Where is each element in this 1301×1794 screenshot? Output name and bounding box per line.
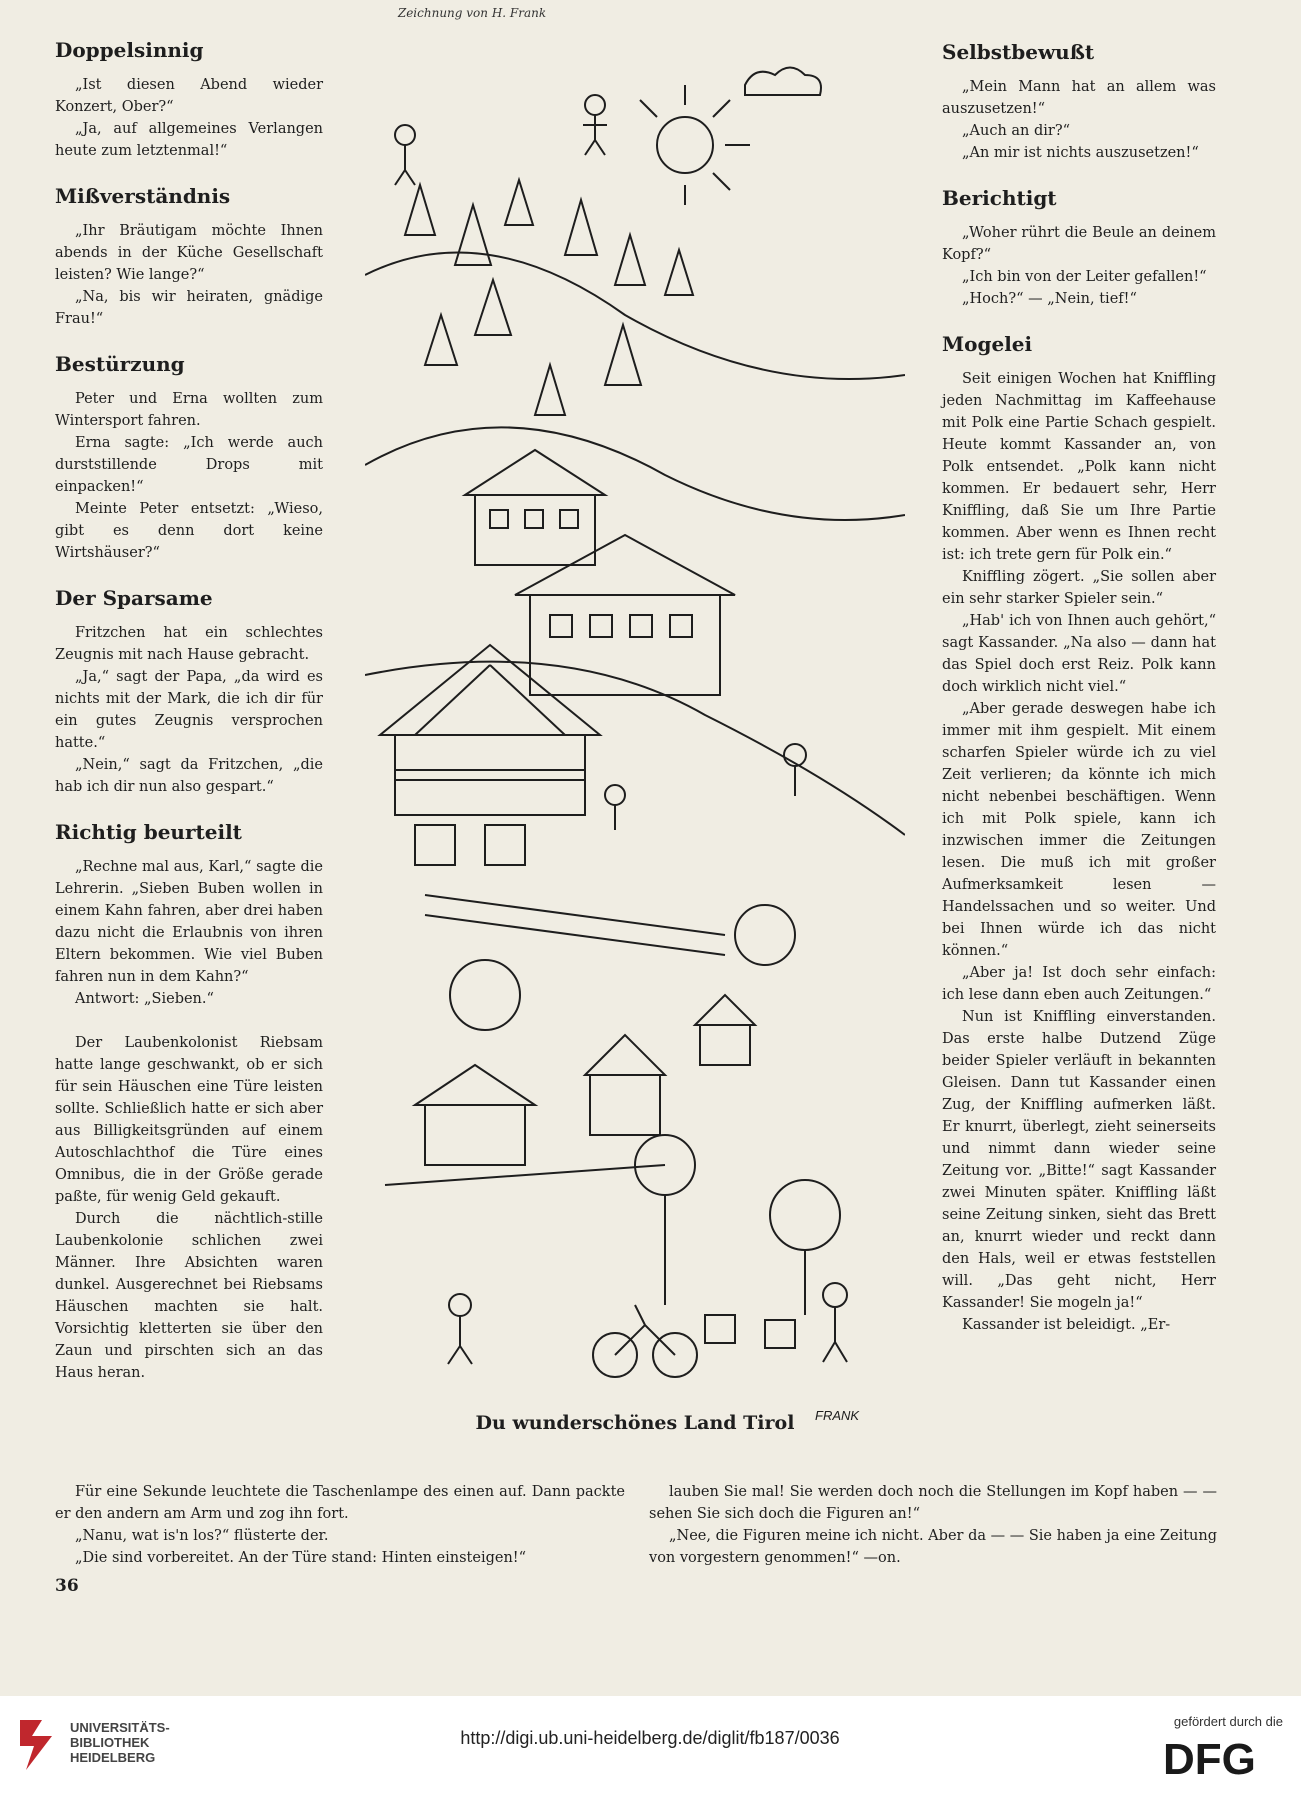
flower-pot	[765, 1320, 795, 1348]
article-paragraph: Antwort: „Sieben.“	[75, 991, 214, 1007]
article-heading: Mogelei	[942, 332, 1033, 356]
article	[55, 38, 323, 162]
article-paragraph: Peter und Erna wollten zum Wintersport fahren.	[55, 391, 323, 429]
tirol-illustration	[365, 35, 905, 1430]
houses-lower	[415, 995, 755, 1165]
article-paragraph: Durch die nächtlich-stille Laubenkolonie schlichen zwei Männer. Ihre Absichten waren dunkel. Ausgerechnet bei Riebsams Häuschen machten sie halt. Vorsichtig kletterten sie über den Zaun und pirschten sich an das Haus heran.	[55, 1211, 323, 1381]
hillside	[365, 662, 905, 835]
fence-lower	[385, 1165, 665, 1185]
article	[942, 186, 1216, 310]
permalink-url[interactable]: http://digi.ub.uni-heidelberg.de/diglit/fb187/0036	[460, 1728, 840, 1748]
article-heading: Selbstbewußt	[942, 40, 1095, 64]
bottom-right-column	[649, 1481, 1217, 1569]
forest-upper	[405, 180, 693, 415]
article-paragraph: Nun ist Kniffling einverstanden. Das erste halbe Dutzend Züge beider Spieler verläuft in bekannten Gleisen. Dann tut Kassander einen Zug, der Kniffling aufmerken läßt. Er knurrt, überlegt, zieht seinerseits und nimmt dann wieder seine Zeitung vor. „Bitte!“ sagt Kassander zwei Minuten später. Kniffling läßt seine Zeitung sinken, sieht das Brett an, knurrt wieder und reckt dann den Hals, weil er etwas feststellen will. „Das geht nicht, Herr Kassander! Sie mogeln ja!“	[942, 1009, 1216, 1311]
article-paragraph: Meinte Peter entsetzt: „Wieso, gibt es denn dort keine Wirtshäuser?“	[55, 501, 323, 561]
article-paragraph: Seit einigen Wochen hat Kniffling jeden Nachmittag im Kaffeehause mit Polk eine Partie Schach gespielt. Heute kommt Kassander an, von Polk entsendet. „Polk kann nicht kommen. Er bedauert sehr, Herr Kniffling, daß Sie um Ihre Partie kommen. Aber wenn es Ihnen recht ist: ich trete gern für Polk ein.“	[942, 371, 1216, 563]
article-paragraph: „Na, bis wir heiraten, gnädige Frau!“	[55, 289, 323, 327]
article	[55, 1032, 323, 1384]
article-paragraph: „Mein Mann hat an allem was auszusetzen!“	[942, 79, 1216, 117]
bicycle	[593, 1305, 697, 1377]
sun	[657, 117, 713, 173]
article-paragraph: „Aber gerade deswegen habe ich immer mit ihm gespielt. Mit einem scharfen Spieler würde ich zu viel Zeit verlieren; da könnte ich mich nicht nebenbei beschäftigen. Wenn ich mit Polk spiele, kann ich inzwischen immer die Zeitungen lesen. Die muß ich mit großer Aufmerksamkeit lesen — Handelssachen und so weiter. Und bei Ihnen würde ich das nicht können.“	[942, 701, 1216, 959]
article-paragraph: Kassander ist beleidigt. „Er-	[962, 1317, 1171, 1333]
article-paragraph: „Ihr Bräutigam möchte Ihnen abends in der Küche Gesellschaft leisten? Wie lange?“	[55, 223, 323, 283]
article-paragraph: „Hoch?“ — „Nein, tief!“	[962, 291, 1137, 307]
article-paragraph: Erna sagte: „Ich werde auch durststillende Drops mit einpacken!“	[55, 435, 323, 495]
right-column	[942, 40, 1216, 1358]
article-paragraph: Der Laubenkolonist Riebsam hatte lange geschwankt, ob er sich für sein Häuschen eine Türe leisten sollte. Schließlich hatte er sich aber aus Billigkeitsgründen auf einem Autoschlachthof die Türe eines Omnibus, die in der Größe gerade paßte, für wenig Geld gekauft.	[55, 1035, 323, 1205]
article-paragraph: „Ich bin von der Leiter gefallen!“	[962, 269, 1207, 285]
article-paragraph: „Nee, die Figuren meine ich nicht. Aber da — — Sie haben ja eine Zeitung von vorgestern genommen!“ —on.	[649, 1528, 1217, 1566]
illustration-drawing	[365, 68, 905, 1378]
article-paragraph: „Hab' ich von Ihnen auch gehört,“ sagt Kassander. „Na also — dann hat das Spiel doch erst Reiz. Polk kann doch wirklich nicht viel.“	[942, 613, 1216, 695]
trees-lower	[450, 905, 840, 1315]
article	[55, 820, 323, 1010]
article-paragraph: Fritzchen hat ein schlechtes Zeugnis mit nach Hause gebracht.	[55, 625, 323, 663]
article	[55, 352, 323, 564]
article	[942, 332, 1216, 1336]
article-paragraph: „Ja,“ sagt der Papa, „da wird es nichts mit der Mark, die ich dir für ein gutes Zeugnis versprochen hatte.“	[55, 669, 323, 751]
article-paragraph: „An mir ist nichts auszusetzen!“	[962, 145, 1199, 161]
article-paragraph: „Die sind vorbereitet. An der Türe stand: Hinten einsteigen!“	[75, 1550, 527, 1566]
article-paragraph: „Aber ja! Ist doch sehr einfach: ich lese dann eben auch Zeitungen.“	[942, 965, 1216, 1003]
article-heading: Mißverständnis	[55, 184, 231, 208]
article-paragraph: Kniffling zögert. „Sie sollen aber ein sehr starker Spieler sein.“	[942, 569, 1216, 607]
illustration-credit: Zeichnung von H. Frank	[397, 6, 547, 20]
article-paragraph: lauben Sie mal! Sie werden doch noch die Stellungen im Kopf haben — — sehen Sie sich doch die Figuren an!“	[649, 1484, 1217, 1522]
cloud	[745, 68, 821, 96]
dfg-logo-icon[interactable]	[1163, 1734, 1283, 1780]
article-heading: Richtig beurteilt	[55, 820, 242, 844]
article-paragraph: „Auch an dir?“	[962, 123, 1071, 139]
library-name[interactable]: UNIVERSITÄTS- BIBLIOTHEK HEIDELBERG	[70, 1720, 170, 1765]
article-paragraph: „Ist diesen Abend wieder Konzert, Ober?“	[55, 77, 323, 115]
viewer-footer	[0, 1696, 1301, 1794]
page-number: 36	[55, 1576, 79, 1596]
article-paragraph: „Ja, auf allgemeines Verlangen heute zum letztenmal!“	[55, 121, 323, 159]
funding-note: gefördert durch die	[1173, 1714, 1283, 1729]
article	[55, 184, 323, 330]
article-paragraph: „Rechne mal aus, Karl,“ sagte die Lehrerin. „Sieben Buben wollen in einem Kahn fahren, aber drei haben dazu nicht die Erlaubnis von ihren Eltern bekommen. Wie viel Buben fahren nun in dem Kahn?“	[55, 859, 323, 985]
left-column	[55, 38, 323, 1406]
article-paragraph: „Woher rührt die Beule an deinem Kopf?“	[942, 225, 1216, 263]
hillside	[365, 427, 905, 520]
house-middle	[515, 535, 735, 695]
university-logo-icon	[16, 1716, 62, 1774]
fence	[425, 915, 725, 955]
article-heading: Bestürzung	[55, 352, 185, 376]
chalet-balcony	[380, 645, 600, 865]
article	[55, 586, 323, 798]
dfg-logo-text: DFG	[1163, 1735, 1256, 1780]
article-paragraph: „Nein,“ sagt da Fritzchen, „die hab ich dir nun also gespart.“	[55, 757, 323, 795]
article	[942, 40, 1216, 164]
article-heading: Doppelsinnig	[55, 38, 204, 62]
flower-pot	[705, 1315, 735, 1343]
fence	[425, 895, 725, 935]
article-heading: Berichtigt	[942, 186, 1057, 210]
illustration-caption: Du wunderschönes Land Tirol	[475, 1412, 795, 1434]
bottom-left-column	[55, 1481, 625, 1569]
article-heading: Der Sparsame	[55, 586, 213, 610]
house-upper	[465, 450, 605, 565]
hillside	[365, 253, 905, 380]
article-paragraph: „Nanu, wat is'n los?“ flüsterte der.	[75, 1528, 329, 1544]
article-paragraph: Für eine Sekunde leuchtete die Taschenlampe des einen auf. Dann packte er den andern am Arm und zog ihn fort.	[55, 1484, 625, 1522]
artist-signature: FRANK	[815, 1408, 860, 1423]
